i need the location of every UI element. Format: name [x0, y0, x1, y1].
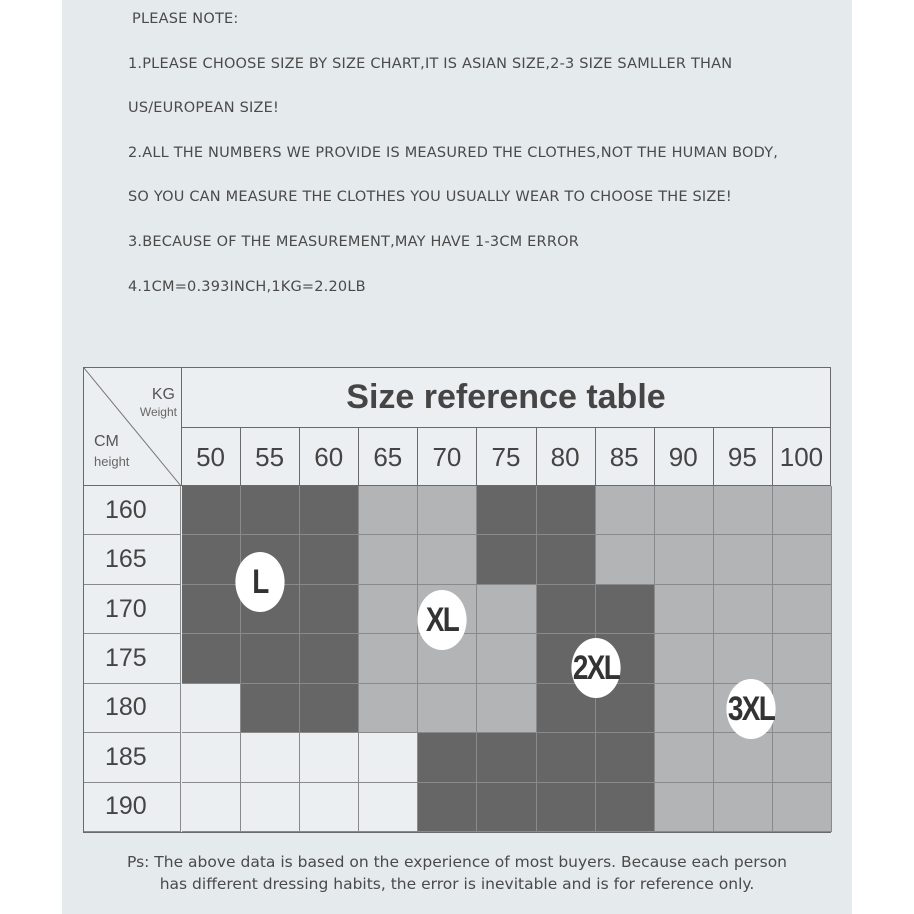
weight-header-cell: 80	[550, 441, 580, 472]
size-cell-l	[182, 634, 241, 683]
size-cell-xl	[359, 486, 418, 535]
size-cell-2xl	[418, 783, 477, 832]
size-badge-2xl: 2XL	[571, 638, 620, 698]
size-cell-3xl	[655, 684, 714, 733]
size-cell-3xl	[773, 486, 832, 535]
size-cell-none	[241, 733, 300, 782]
height-row-label: 160	[84, 486, 181, 535]
size-cell-l	[300, 634, 359, 683]
size-cell-l	[182, 585, 241, 634]
size-cell-l	[300, 486, 359, 535]
size-cell-3xl	[773, 783, 832, 832]
weight-header-cell: 55	[255, 441, 285, 472]
note-line-5: 3.BECAUSE OF THE MEASUREMENT,MAY HAVE 1-3CM ERROR	[128, 234, 579, 250]
size-cell-xl	[418, 684, 477, 733]
size-cell-2xl	[596, 783, 655, 832]
height-row-label: 190	[84, 783, 181, 832]
size-cell-3xl	[714, 486, 773, 535]
size-cell-xl	[477, 684, 536, 733]
size-cell-3xl	[773, 684, 832, 733]
size-cell-none	[300, 783, 359, 832]
weight-header-cell: 50	[196, 441, 225, 472]
size-cell-2xl	[477, 733, 536, 782]
size-cell-l	[241, 486, 300, 535]
table-corner-header	[84, 368, 181, 486]
size-cell-2xl	[537, 733, 596, 782]
size-cell-l	[241, 684, 300, 733]
footnote-line-2: has different dressing habits, the error is inevitable and is for reference only.	[159, 875, 755, 893]
size-reference-table	[83, 367, 831, 833]
size-cell-xl	[596, 535, 655, 584]
size-cell-none	[359, 783, 418, 832]
size-badge-l: L	[235, 552, 284, 612]
height-unit: CM	[94, 433, 119, 450]
size-cell-3xl	[714, 783, 773, 832]
size-cell-3xl	[773, 535, 832, 584]
size-cell-xl	[359, 535, 418, 584]
height-label: height	[94, 454, 130, 469]
size-cell-2xl	[477, 535, 536, 584]
note-line-6: 4.1CM=0.393INCH,1KG=2.20LB	[128, 279, 366, 295]
size-cell-none	[182, 684, 241, 733]
size-cell-l	[300, 684, 359, 733]
size-cell-none	[182, 783, 241, 832]
notes-heading: PLEASE NOTE:	[132, 11, 239, 27]
size-cell-3xl	[714, 585, 773, 634]
note-line-3: 2.ALL THE NUMBERS WE PROVIDE IS MEASURED THE CLOTHES,NOT THE HUMAN BODY,	[128, 145, 779, 161]
size-cell-xl	[359, 634, 418, 683]
size-cell-3xl	[655, 783, 714, 832]
size-cell-xl	[418, 486, 477, 535]
weight-header-cell: 85	[609, 441, 639, 472]
weight-header-cell: 75	[491, 441, 521, 472]
size-cell-none	[241, 783, 300, 832]
size-cell-l	[300, 535, 359, 584]
note-line-4: SO YOU CAN MEASURE THE CLOTHES YOU USUALLY WEAR TO CHOOSE THE SIZE!	[128, 189, 732, 205]
weight-label: Weight	[139, 405, 177, 419]
size-cell-2xl	[537, 585, 596, 634]
size-cell-l	[182, 535, 241, 584]
size-cell-3xl	[773, 634, 832, 683]
size-cell-l	[241, 634, 300, 683]
size-cell-xl	[359, 585, 418, 634]
size-cell-2xl	[537, 535, 596, 584]
size-cell-2xl	[477, 783, 536, 832]
table-title: Size reference table	[346, 377, 666, 416]
size-cell-3xl	[714, 733, 773, 782]
size-badge-xl: XL	[417, 590, 466, 650]
size-cell-3xl	[773, 585, 832, 634]
size-cell-3xl	[655, 486, 714, 535]
size-badge-3xl: 3XL	[726, 679, 775, 739]
size-cell-3xl	[655, 733, 714, 782]
size-cell-2xl	[418, 733, 477, 782]
weight-unit: KG	[151, 386, 175, 403]
weight-header-cell: 65	[373, 441, 403, 472]
size-cell-2xl	[537, 783, 596, 832]
size-cell-none	[300, 733, 359, 782]
weight-header-cell: 70	[432, 441, 462, 472]
size-cell-xl	[596, 486, 655, 535]
weight-header-cell: 100	[779, 441, 824, 472]
height-row-label: 180	[84, 684, 181, 733]
size-cell-3xl	[714, 535, 773, 584]
height-row-label: 170	[84, 585, 181, 634]
size-cell-2xl	[596, 585, 655, 634]
size-cell-xl	[418, 535, 477, 584]
size-cell-xl	[359, 684, 418, 733]
height-row-label: 185	[84, 733, 181, 782]
size-cell-3xl	[773, 733, 832, 782]
size-cell-xl	[477, 634, 536, 683]
height-row-label: 165	[84, 535, 181, 584]
footnote-line-1: Ps: The above data is based on the experience of most buyers. Because each person	[127, 853, 787, 871]
note-line-2: US/EUROPEAN SIZE!	[128, 100, 280, 116]
size-cell-xl	[477, 585, 536, 634]
size-cell-3xl	[655, 634, 714, 683]
size-cell-none	[182, 733, 241, 782]
height-row-label: 175	[84, 634, 181, 683]
size-cell-2xl	[537, 486, 596, 535]
weight-header-cell: 60	[314, 441, 344, 472]
size-cell-l	[182, 486, 241, 535]
size-cell-2xl	[477, 486, 536, 535]
size-cell-3xl	[655, 585, 714, 634]
weight-header-cell: 90	[668, 441, 698, 472]
size-cell-none	[359, 733, 418, 782]
note-line-1: 1.PLEASE CHOOSE SIZE BY SIZE CHART,IT IS ASIAN SIZE,2-3 SIZE SAMLLER THAN	[128, 56, 733, 72]
weight-header-cell: 95	[727, 441, 757, 472]
size-cell-l	[300, 585, 359, 634]
size-cell-3xl	[714, 634, 773, 683]
size-cell-3xl	[655, 535, 714, 584]
size-cell-2xl	[596, 733, 655, 782]
